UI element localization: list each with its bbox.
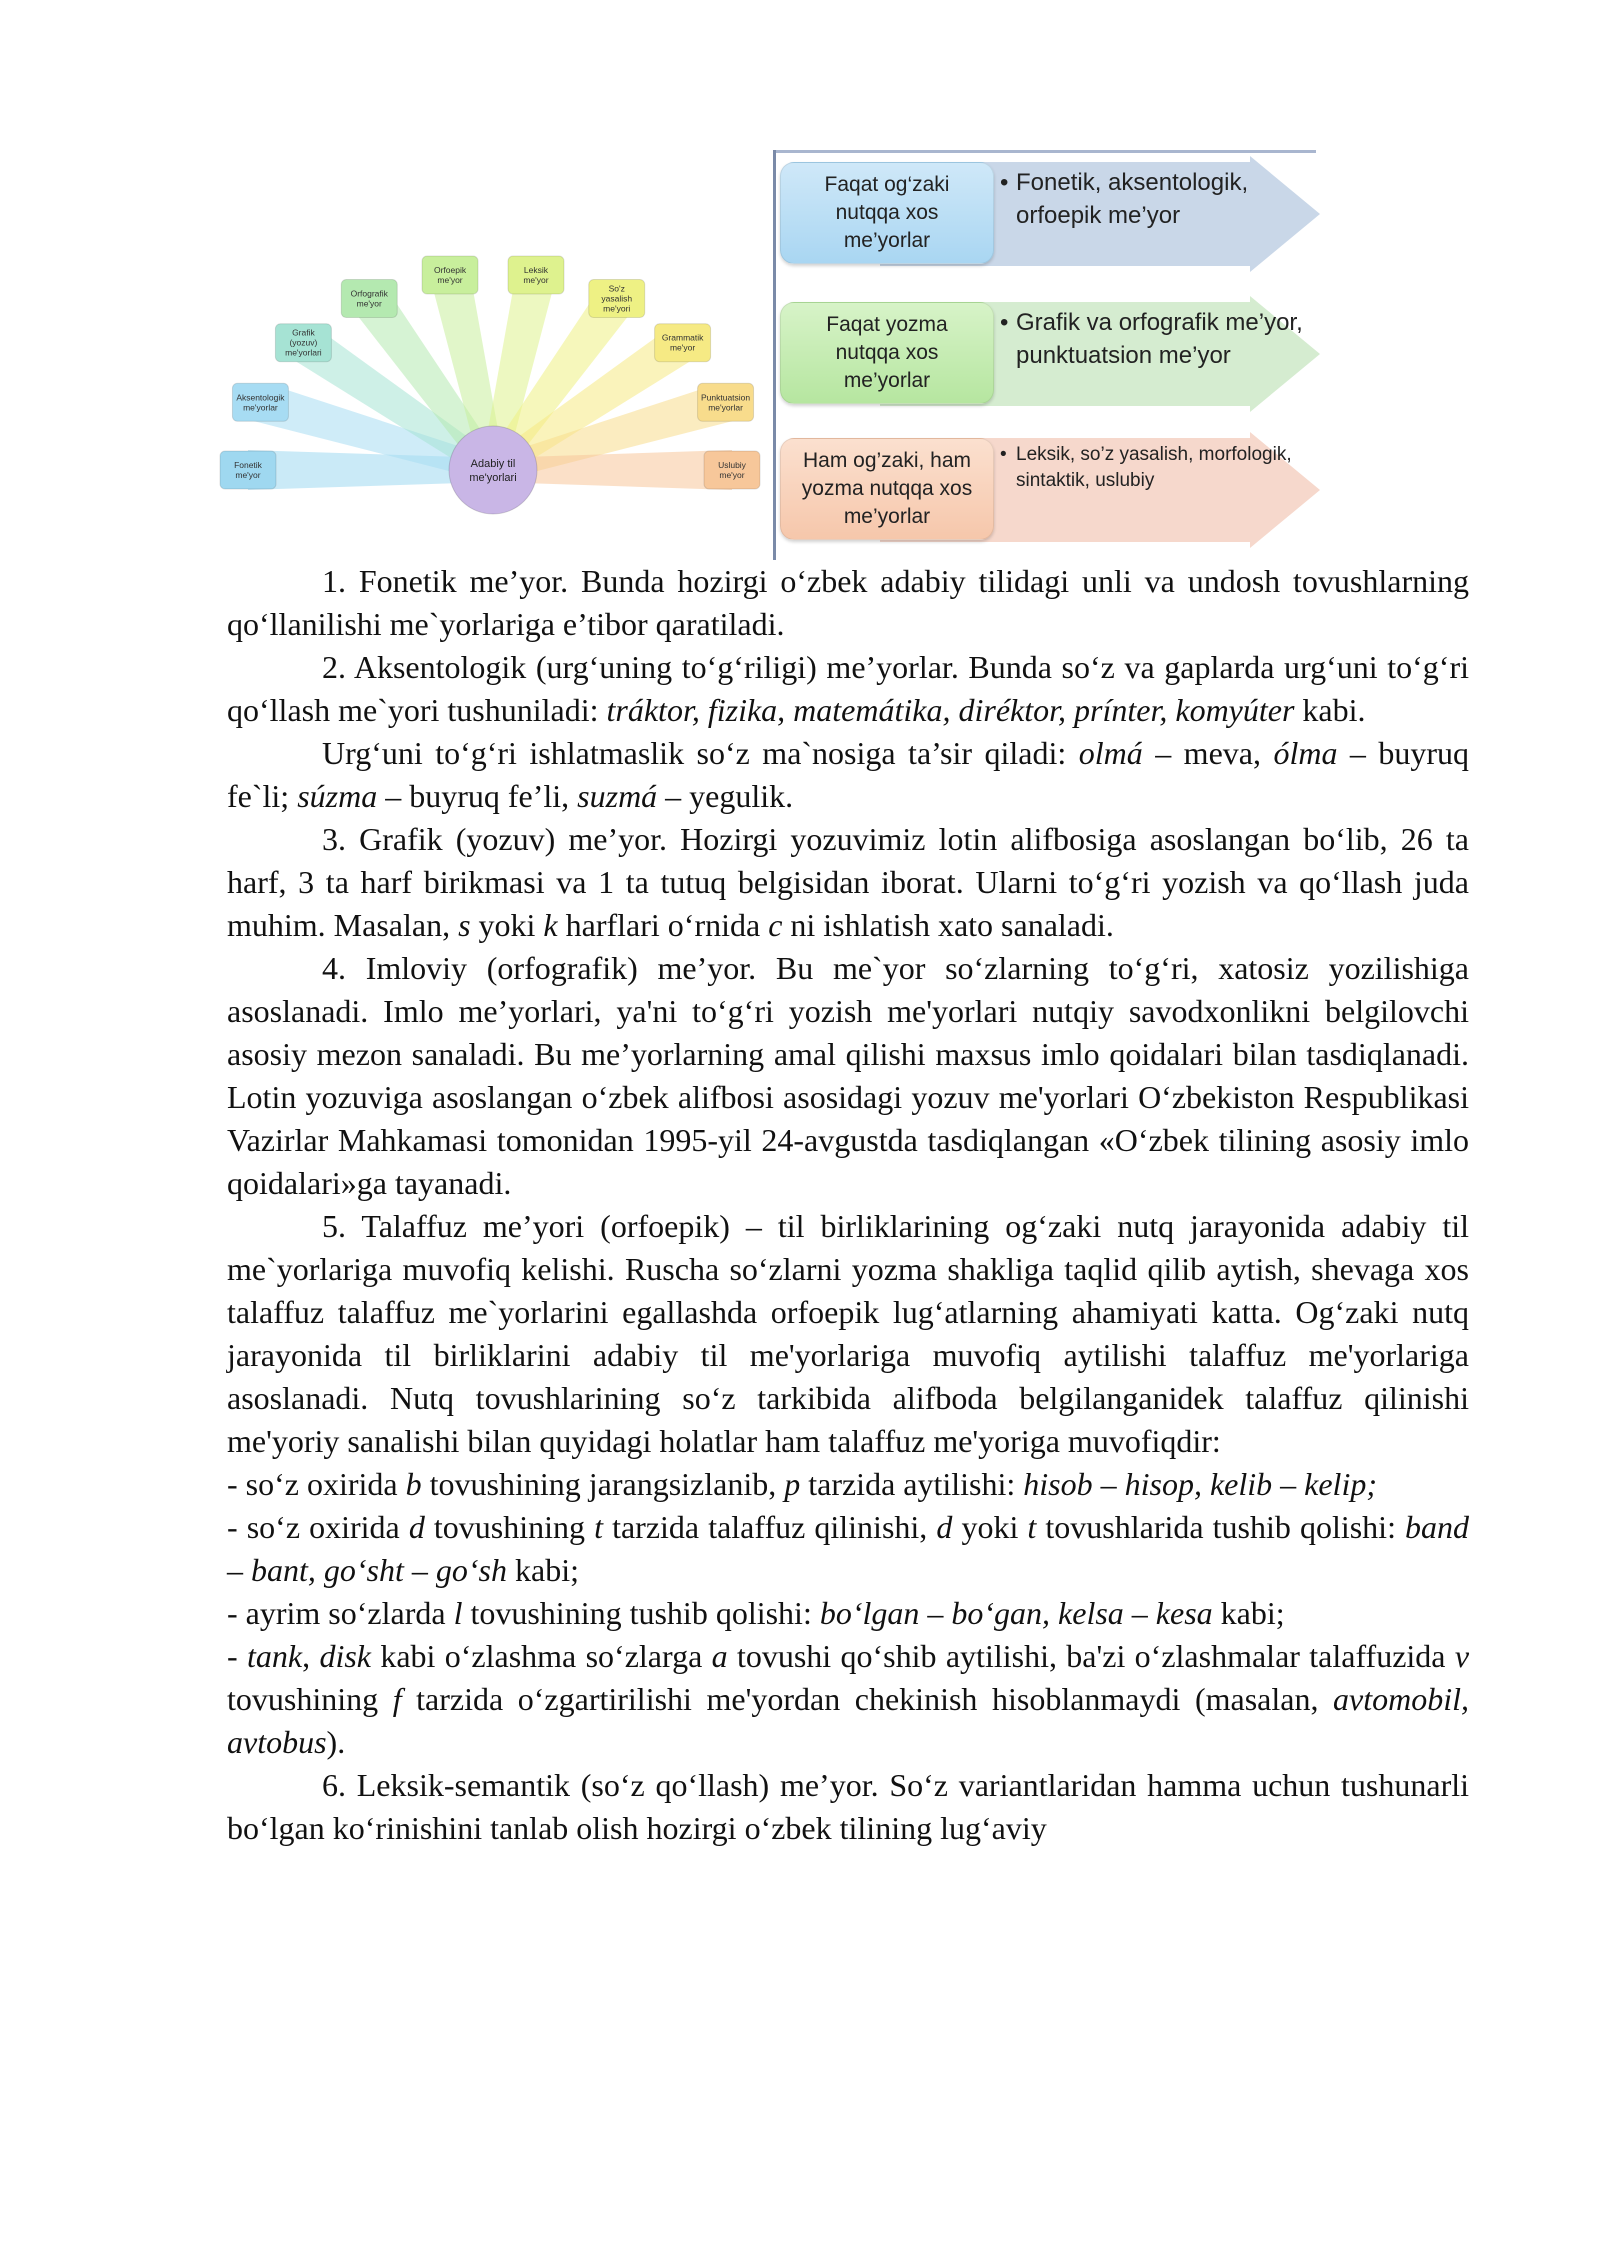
text-run: tovushining jarangsizlanib, [421,1466,785,1502]
example-letter: l [453,1595,463,1631]
example-letter: d [408,1509,425,1545]
text-run: – buyruq fe’li, [377,778,578,814]
example-word: disk [319,1638,371,1674]
text-run: – buyruq fe`li; [227,735,1470,814]
norm-row-oral [780,152,1320,280]
diagram-center [449,426,537,514]
row-box-label: Faqat og‘zaki nutqqa xos me’yorlar [824,173,950,252]
text-run: tarzida aytilishi: [800,1466,1024,1502]
row-bullet-list [998,166,1318,232]
text-run: 2. Aksentologik (urg‘uning to‘g‘riligi) me’yorlar. Bunda so‘z va gaplarda urg‘uni to‘g‘ri qo‘llash me`yori tushuniladi: [227,649,1469,728]
text-run: tovushining [227,1681,393,1717]
text-run: kabi o‘zlashma so‘zlarga [370,1638,712,1674]
radial-diagram [220,180,760,540]
text-run: kabi. [1294,692,1366,728]
norm-row-written [780,292,1320,420]
text-run: tarzida o‘zgartirilishi me'yordan chekinish hisoblanmaydi (masalan, [401,1681,1334,1717]
text-run: kabi; [507,1552,579,1588]
example-letter: a [711,1638,728,1674]
text-run: 3. Grafik (yozuv) me’yor. Hozirgi yozuvimiz lotin alifbosiga asoslangan bo‘lib, 26 ta harf, 3 ta harf birikmasi va 1 ta tutuq belgisidan iborat. Ularni to‘g‘ri yozish va qo‘llash juda muhim. Masalan, [227,821,1469,943]
text-run: tovushining [424,1509,595,1545]
text-run: - so‘z oxirida [227,1509,409,1545]
norm-row-both [780,428,1320,556]
text-run: Urg‘uni to‘g‘ri ishlatmaslik so‘z ma`nosiga ta’sir qiladi: [322,735,1079,771]
example-letter: v [1454,1638,1470,1674]
example-words: band – bant, go‘sht – go‘sh [227,1509,1470,1588]
text-run: tarzida talaffuz qilinishi, [603,1509,937,1545]
list-item-loanwords [227,1635,1469,1764]
example-letter: b [405,1466,422,1502]
text-run: ni ishlatish xato sanaladi. [782,907,1114,943]
example-words: hisob – hisop, kelib – kelip; [1023,1466,1377,1502]
text-run: – yegulik. [657,778,794,814]
text-run: - [227,1638,247,1674]
example-word: suzmá [577,778,658,814]
paragraph-grafik [227,818,1469,947]
text-run: tovushlarida tushib qolishi: [1036,1509,1406,1545]
diagram-node-label: Leksik me'yor [523,265,549,286]
diagram-center-label: Adabiy til me'yorlari [469,458,517,484]
example-words: avtomobil, avtobus [227,1681,1469,1760]
example-letter: d [936,1509,953,1545]
example-letter: p [784,1466,801,1502]
example-letter: k [543,907,558,943]
text-run: - ayrim so‘zlarda [227,1595,454,1631]
diagram-node-label: Grafik (yozuv) me'yorlari [285,327,322,358]
paragraph-leksik: 6. Leksik-semantik (so‘z qo‘llash) me’yor. So‘z variantlaridan hamma uchun tushunarli bo‘lgan ko‘rinishini tanlab olish hozirgi o‘zbek tilining lug‘aviy [227,1767,1469,1846]
row-bullet-list [998,442,1318,494]
list-item-d-t [227,1506,1469,1592]
example-words: tráktor, fizika, matemátika, diréktor, prínter, komyúter [606,692,1295,728]
diagram-node-label: So'z yasalish me'yori [601,283,633,314]
figure [0,0,1600,570]
text-run: harflari o‘rnida [557,907,769,943]
text-run: tovushining tushib qolishi: [462,1595,820,1631]
diagram-node-label: Punktuatsion me'yorlar [700,392,751,413]
example-words: bo‘lgan – bo‘gan, kelsa – kesa [819,1595,1213,1631]
row-box [780,302,994,404]
list-item-l [227,1592,1469,1635]
row-box [780,162,994,264]
text-run: - so‘z oxirida [227,1466,406,1502]
article-body [227,560,1469,1850]
text-run: yoki [952,1509,1028,1545]
row-box [780,438,994,540]
example-word: olmá [1078,735,1143,771]
example-letter: f [392,1681,402,1717]
diagram-center-circle [449,426,537,514]
text-run: ). [326,1724,346,1760]
text-run: kabi; [1212,1595,1285,1631]
example-word: ólma [1273,735,1338,771]
example-letter: s [458,907,471,943]
row-box-label: Faqat yozma nutqqa xos me’yorlar [826,313,948,392]
paragraph-fonetik: 1. Fonetik me’yor. Bunda hozirgi o‘zbek adabiy tilidagi unli va undosh tovushlarning qo‘llanilishi me`yorlariga e’tibor qaratiladi. [227,563,1469,642]
example-letter: c [768,907,783,943]
example-word: súzma [297,778,378,814]
example-word: tank [247,1638,303,1674]
paragraph-aksentologik [227,646,1469,732]
example-letter: t [594,1509,603,1545]
paragraph-urgu-examples [227,732,1469,818]
diagram-node-label: Aksentologik me'yorlar [236,392,285,413]
list-item-b-p [227,1463,1469,1506]
text-run: , [302,1638,320,1674]
example-letter: t [1027,1509,1037,1545]
row-bullet-list [998,306,1318,372]
diagram-node-label: Orfoepik me'yor [433,265,467,286]
diagram-node-label: Grammatik me'yor [661,332,704,353]
paragraph-imloviy: 4. Imloviy (orfografik) me’yor. Bu me`yor so‘zlarning to‘g‘ri, xatosiz yozilishiga asoslanadi. Imlo me’yorlari, ya'ni to‘g‘ri yozish me'yorlari nutqiy savodxonlikni belgilovchi asosiy mezon sanaladi. Bu me’yorlarning amal qilishi maxsus imlo qoidalari bilan tasdiqlanadi. Lotin yozuviga asoslangan o‘zbek alifbosi asosidagi yozuv me'yorlari O‘zbekiston Respublikasi Vazirlar Mahkamasi tomonidan 1995-yil 24-avgustda tasdiqlangan «O‘zbek tilining asosiy imlo qoidalari»ga tayanadi. [227,950,1469,1201]
row-bullet: • Fonetik, aksentologik, orfoepik me’yor [998,166,1318,232]
text-run: – meva, [1142,735,1274,771]
diagram-node-label: Uslubiy me'yor [718,460,746,480]
row-bullet: • Grafik va orfografik me’yor, punktuatsion me’yor [998,306,1318,372]
row-box-label: Ham og’zaki, ham yozma nutqqa xos me’yorlar [801,449,973,528]
diagram-node-label: Fonetik me'yor [234,460,262,480]
diagram-node-label: Orfografik me'yor [350,288,388,309]
vertical-divider [773,150,776,560]
paragraph-talaffuz: 5. Talaffuz me’yori (orfoepik) – til birliklarining og‘zaki nutq jarayonida adabiy til me`yorlariga muvofiq kelishi. Ruscha so‘zlarni yozma shakliga taqlid qilib aytish, shevaga xos talaffuz talaffuz me`yorlarini egallashda orfoepik lug‘atlarning ahamiyati katta. Og‘zaki nutq jarayonida til birliklarini adabiy til me'yorlariga muvofiq aytilishi talaffuz me'yorlariga asoslanadi. Nutq tovushlarining so‘z tarkibida alifboda belgilanganidek talaffuz qilinishi me'yoriy sanalishi bilan quyidagi holatlar ham talaffuz me'yoriga muvofiqdir: [227,1208,1469,1459]
text-run: tovushi qo‘shib aytilishi, ba'zi o‘zlashmalar talaffuzida [727,1638,1455,1674]
row-bullet: • Leksik, so’z yasalish, morfologik, sintaktik, uslubiy [998,442,1318,494]
text-run: yoki [470,907,544,943]
